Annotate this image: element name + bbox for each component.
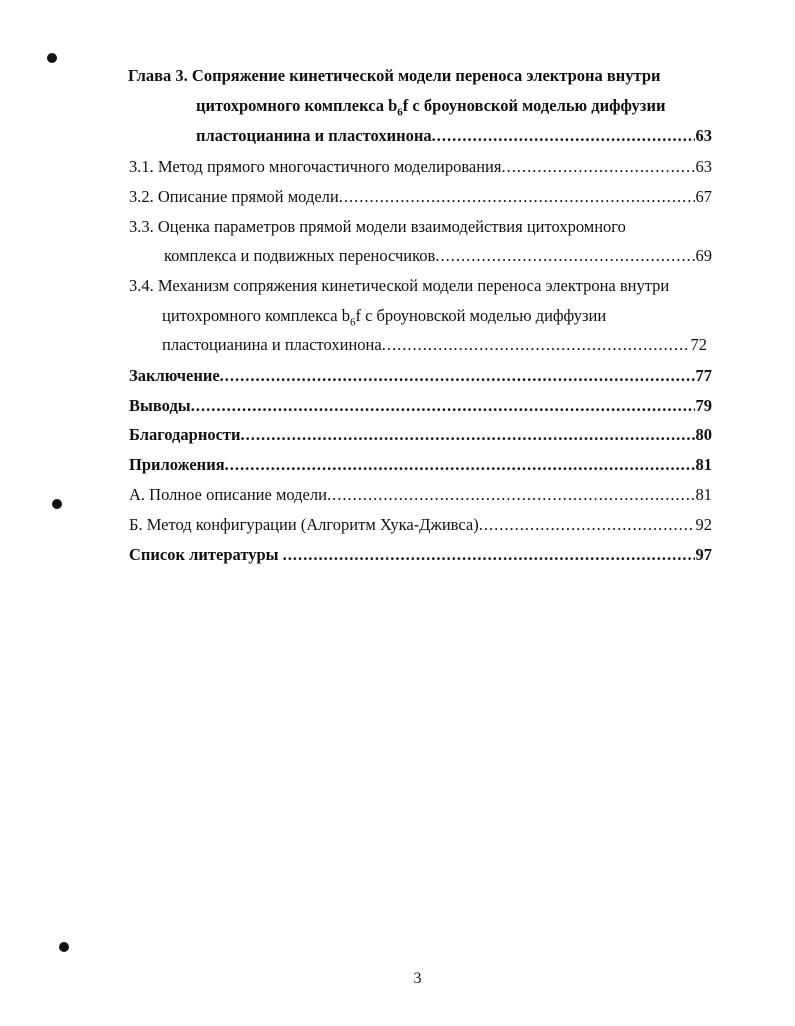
toc-page-number: 69	[695, 246, 712, 265]
toc-entry-title: А. Полное описание модели	[129, 485, 327, 504]
toc-entry-3-1[interactable]	[129, 157, 712, 177]
toc-leader	[339, 187, 695, 207]
toc-page-number: 79	[695, 396, 712, 415]
toc-chapter3-line2	[196, 96, 716, 116]
toc-page-number: 97	[695, 545, 712, 564]
toc-entry-thanks[interactable]	[129, 425, 712, 445]
toc-page-number: 72	[690, 335, 707, 354]
toc-leader	[225, 455, 695, 475]
toc-entry-title: Приложения	[129, 455, 225, 474]
toc-leader	[432, 126, 695, 146]
toc-page-number: 92	[695, 515, 712, 534]
margin-dot-bottom	[59, 942, 69, 952]
toc-leader	[327, 485, 695, 505]
toc-entry-3-2[interactable]	[129, 187, 712, 207]
toc-page-number: 63	[695, 126, 712, 145]
toc-entry-appendix[interactable]	[129, 455, 712, 475]
toc-entry-title: Благодарности	[129, 425, 241, 444]
margin-dot-top	[47, 53, 57, 63]
page-number: 3	[413, 970, 422, 987]
toc-entry-title: Б. Метод конфигурации (Алгоритм Хука-Дживса)	[129, 515, 479, 534]
toc-entry-title: 3.4. Механизм сопряжения кинетической модели переноса электрона внутри	[129, 276, 670, 295]
toc-entry-title: 3.2. Описание прямой модели	[129, 187, 339, 206]
toc-leader	[479, 515, 695, 535]
toc-leader	[241, 425, 695, 445]
toc-leader	[283, 545, 695, 565]
toc-chapter3-line1	[128, 66, 713, 86]
toc-entry-appendix-b[interactable]	[129, 515, 712, 535]
toc-entry-text-pre: цитохромного комплекса b	[162, 306, 350, 325]
toc-chapter3-text2-post: f с броуновской моделью диффузии	[402, 96, 666, 115]
toc-entry-title: 3.1. Метод прямого многочастичного моделирования	[129, 157, 502, 176]
toc-entry-title: Заключение	[129, 366, 220, 385]
toc-leader	[501, 157, 694, 177]
toc-leader	[220, 366, 695, 386]
toc-entry-3-4-line1[interactable]	[129, 276, 719, 296]
toc-chapter3-text2-pre: цитохромного комплекса b	[196, 96, 398, 115]
toc-page-number: 77	[695, 366, 712, 385]
toc-chapter3-text1: Глава 3. Сопряжение кинетической модели переноса электрона внутри	[128, 66, 661, 85]
toc-entry-text-post: f с броуновской моделью диффузии	[355, 306, 607, 325]
toc-entry-3-4-line2[interactable]	[162, 306, 682, 326]
toc-entry-title: Список литературы	[129, 545, 283, 564]
toc-entry-appendix-a[interactable]	[129, 485, 712, 505]
toc-page-number: 67	[695, 187, 712, 206]
toc-entry-references[interactable]	[129, 545, 712, 565]
toc-page-number: 63	[695, 157, 712, 176]
toc-entry-subscript: 6	[349, 316, 356, 326]
toc-chapter3-subscript: 6	[397, 106, 403, 116]
toc-chapter3-text3: пластоцианина и пластохинона	[196, 126, 432, 145]
toc-leader	[435, 246, 694, 266]
margin-dot-middle	[52, 499, 62, 509]
toc-entry-3-3-line2[interactable]	[164, 246, 712, 266]
toc-entry-3-3-line1[interactable]	[129, 217, 712, 237]
toc-entry-title: 3.3. Оценка параметров прямой модели взаимодействия цитохромного	[129, 217, 626, 236]
toc-page-number: 81	[695, 455, 712, 474]
toc-entry-findings[interactable]	[129, 396, 712, 416]
toc-entry-title: комплекса и подвижных переносчиков	[164, 246, 436, 265]
toc-entry-title: Выводы	[129, 396, 191, 415]
toc-leader	[382, 335, 690, 355]
toc-entry-conclusion[interactable]	[129, 366, 712, 386]
toc-entry-3-4-line3[interactable]	[162, 335, 707, 355]
toc-page-number: 80	[695, 425, 712, 444]
toc-leader	[191, 396, 695, 416]
toc-page-number: 81	[695, 485, 712, 504]
toc-entry-chapter3[interactable]	[196, 126, 712, 146]
toc-entry-title: пластоцианина и пластохинона	[162, 335, 382, 354]
